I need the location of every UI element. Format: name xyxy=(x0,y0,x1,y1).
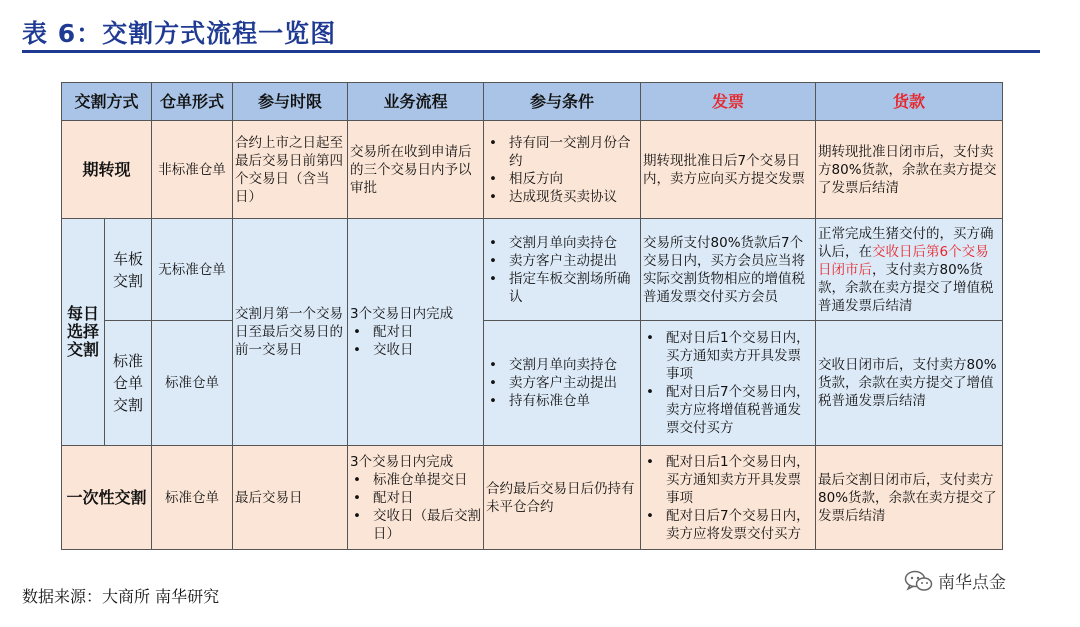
period-cell: 合约上市之日起至最后交易日前第四个交易日（含当日） xyxy=(233,121,348,219)
process-cell: 交易所在收到申请后的三个交易日内予以审批 xyxy=(348,121,484,219)
header-invoice: 发票 xyxy=(641,83,816,121)
period-cell: 最后交易日 xyxy=(233,446,348,550)
form-cell: 非标准仓单 xyxy=(152,121,233,219)
list-item: • 持有标准仓单 xyxy=(486,392,638,410)
sub-method-cell: 车板交割 xyxy=(105,219,152,321)
process-head: 3个交易日内完成 xyxy=(350,453,454,470)
header-form: 仓单形式 xyxy=(152,83,233,121)
wechat-icon xyxy=(904,569,934,593)
sub-method-cell: 标准仓单交割 xyxy=(105,321,152,446)
header-period: 参与时限 xyxy=(233,83,348,121)
table-row xyxy=(62,321,1003,446)
list-item: • 交收日 xyxy=(350,341,481,359)
process-head: 3个交易日内完成 xyxy=(350,306,454,322)
source-note: 数据来源：大商所 南华研究 xyxy=(22,587,220,606)
payment-text: 正常完成生猪交付的，买方确认后，在 xyxy=(818,225,994,260)
list-item: • 交割月单向卖持仓 xyxy=(486,356,638,374)
payment-cell: 期转现批准日闭市后，支付卖方80%货款，余款在卖方提交了发票后结清 xyxy=(816,121,1003,219)
payment-cell: 最后交割日闭市后，支付卖方80%货款，余款在卖方提交了发票后结清 xyxy=(816,446,1003,550)
list-item: • 配对日后1个交易日内，买方通知卖方开具发票事项 xyxy=(643,453,813,507)
conditions-cell: 合约最后交易日后仍持有未平仓合约 xyxy=(484,446,641,550)
invoice-cell: 交易所支付80%货款后7个交易日内，买方会员应当将实际交割货物相应的增值税普通发票交付买方会员 xyxy=(641,219,816,321)
page-title: 表 6：交割方式流程一览图 xyxy=(22,19,337,48)
list-item: • 指定车板交割场所确认 xyxy=(486,270,638,306)
list-item: • 配对日 xyxy=(350,323,481,341)
header-payment: 货款 xyxy=(816,83,1003,121)
list-item: • 配对日后1个交易日内，买方通知卖方开具发票事项 xyxy=(643,329,813,383)
invoice-cell xyxy=(641,321,816,446)
form-cell: 标准仓单 xyxy=(152,321,233,446)
payment-highlight: 交收日后第6个交易日闭市后 xyxy=(818,243,989,278)
period-cell: 交割月第一个交易日至最后交易日的前一交易日 xyxy=(233,219,348,446)
payment-text: ，支付卖方80%货款，余款在卖方提交了增值税普通发票后结清 xyxy=(818,261,994,314)
list-item: • 交割月单向卖持仓 xyxy=(486,234,638,252)
list-item: • 相反方向 xyxy=(486,170,638,188)
table-row xyxy=(62,219,1003,321)
conditions-cell xyxy=(484,121,641,219)
brand-mark xyxy=(904,568,1006,593)
header-row xyxy=(62,83,1003,121)
list-item: • 达成现货买卖协议 xyxy=(486,188,638,206)
process-cell xyxy=(348,219,484,446)
brand-name: 南华点金 xyxy=(938,573,1006,593)
list-item: • 配对日后7个交易日内，卖方应将增值税普通发票交付买方 xyxy=(643,383,813,437)
delivery-table xyxy=(61,82,1003,550)
list-item: • 卖方客户主动提出 xyxy=(486,252,638,270)
process-cell xyxy=(348,446,484,550)
form-cell: 无标准仓单 xyxy=(152,219,233,321)
list-item: • 配对日后7个交易日内，卖方应将发票交付买方 xyxy=(643,507,813,543)
method-cell: 每日选择交割 xyxy=(62,219,105,446)
title-divider xyxy=(22,50,1040,53)
form-cell: 标准仓单 xyxy=(152,446,233,550)
conditions-cell xyxy=(484,321,641,446)
invoice-cell: 期转现批准日后7个交易日内，卖方应向买方提交发票 xyxy=(641,121,816,219)
header-conditions: 参与条件 xyxy=(484,83,641,121)
list-item: • 交收日（最后交割日） xyxy=(350,507,481,543)
invoice-cell xyxy=(641,446,816,550)
payment-cell: 交收日闭市后，支付卖方80%货款，余款在卖方提交了增值税普通发票后结清 xyxy=(816,321,1003,446)
header-method: 交割方式 xyxy=(62,83,152,121)
method-cell: 一次性交割 xyxy=(62,446,152,550)
conditions-cell xyxy=(484,219,641,321)
payment-cell xyxy=(816,219,1003,321)
list-item: • 持有同一交割月份合约 xyxy=(486,134,638,170)
method-cell: 期转现 xyxy=(62,121,152,219)
list-item: • 标准仓单提交日 xyxy=(350,471,481,489)
list-item: • 卖方客户主动提出 xyxy=(486,374,638,392)
table-row xyxy=(62,446,1003,550)
header-process: 业务流程 xyxy=(348,83,484,121)
table-row xyxy=(62,121,1003,219)
list-item: • 配对日 xyxy=(350,489,481,507)
